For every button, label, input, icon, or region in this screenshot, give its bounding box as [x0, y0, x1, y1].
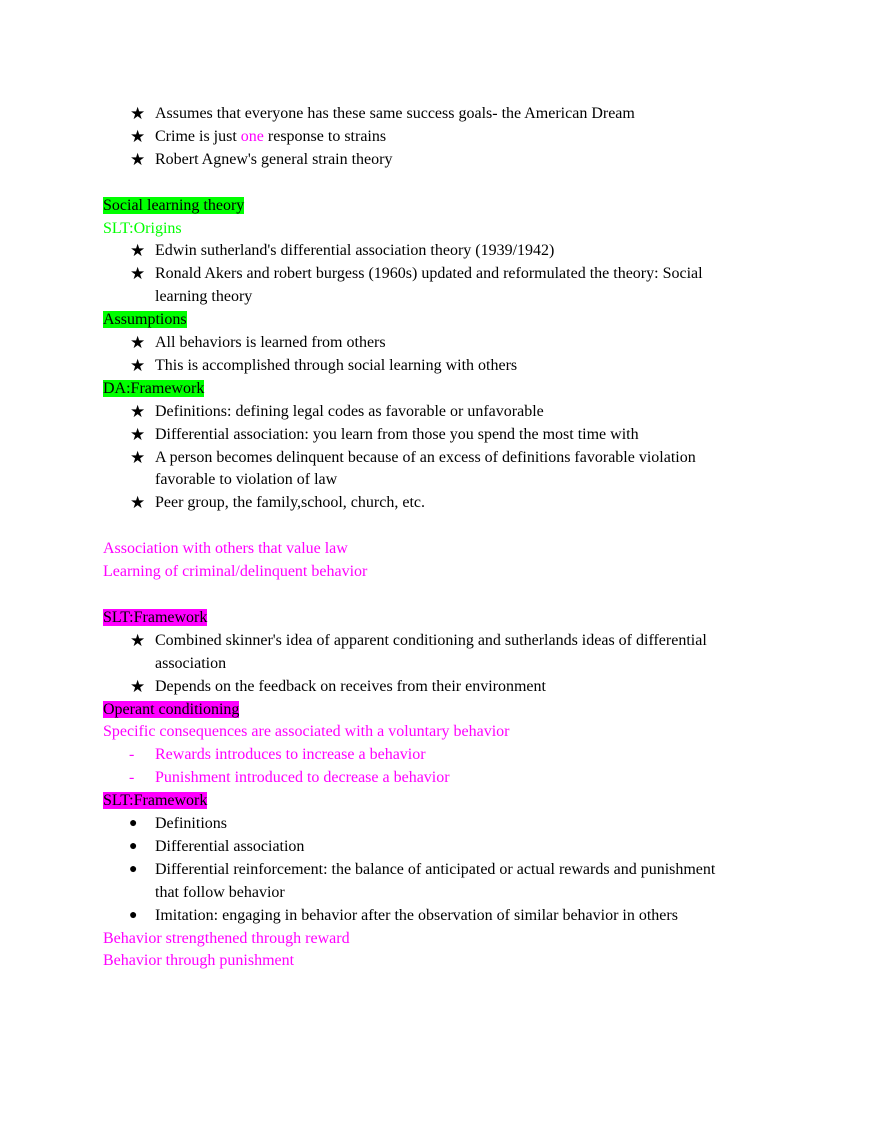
list-item: ★ This is accomplished through social learning with others	[103, 355, 783, 378]
star-bullet-icon: ★	[130, 104, 146, 123]
list-item-continuation: association	[155, 654, 227, 672]
section-heading-da-framework: DA:Framework	[103, 379, 205, 397]
list-item-continuation: learning theory	[155, 288, 253, 306]
dot-bullet-icon: ●	[129, 907, 138, 923]
note-line: Behavior through punishment	[103, 952, 295, 970]
section-heading-assumptions: Assumptions	[103, 311, 187, 329]
list-item-continuation: that follow behavior	[155, 883, 285, 901]
star-bullet-icon: ★	[130, 493, 146, 513]
section-heading-slt: Social learning theory	[103, 196, 245, 214]
dot-bullet-icon: ●	[129, 838, 138, 854]
section-heading-operant-conditioning: Operant conditioning	[103, 700, 240, 718]
star-bullet-icon: ★	[130, 333, 146, 353]
section-heading-slt-framework: SLT:Framework	[103, 792, 208, 810]
list-item: ★ Robert Agnew's general strain theory	[103, 149, 783, 172]
list-item: ★ Assumes that everyone has these same success goals- the American Dream	[103, 103, 783, 126]
star-bullet-icon: ★	[130, 264, 146, 284]
spacer	[103, 515, 783, 538]
star-bullet-icon: ★	[130, 241, 146, 261]
emphasis-word: one	[240, 127, 264, 145]
star-bullet-icon: ★	[130, 126, 146, 146]
note-line: Association with others that value law	[103, 540, 348, 558]
list-item: ★ Edwin sutherland's differential association theory (1939/1942)	[103, 240, 783, 263]
star-bullet-icon: ★	[130, 149, 146, 169]
dot-bullet-icon: ●	[129, 816, 138, 832]
dash-bullet-icon: -	[129, 746, 135, 764]
list-item: ● Differential association	[103, 836, 783, 859]
star-bullet-icon: ★	[130, 424, 146, 444]
list-item: ★ All behaviors is learned from others	[103, 332, 783, 355]
spacer	[103, 584, 783, 607]
dash-bullet-icon: -	[129, 769, 135, 787]
subheading-slt-origins: SLT:Origins	[103, 219, 182, 237]
list-item: ● Imitation: engaging in behavior after the observation of similar behavior in others	[103, 905, 783, 928]
document-body	[103, 103, 783, 973]
list-item: ★ Differential association: you learn from those you spend the most time with	[103, 424, 783, 447]
list-item: ★ Combined skinner's idea of apparent conditioning and sutherlands ideas of differential	[103, 630, 783, 653]
list-item: ● Differential reinforcement: the balance of anticipated or actual rewards and punishment	[103, 859, 783, 882]
note-line: Learning of criminal/delinquent behavior	[103, 563, 368, 581]
list-item: ★ Ronald Akers and robert burgess (1960s) updated and reformulated the theory: Social	[103, 263, 783, 286]
list-item-continuation: favorable to violation of law	[155, 471, 338, 489]
star-bullet-icon: ★	[130, 676, 146, 696]
list-item: - Rewards introduces to increase a behavior	[103, 744, 783, 767]
list-item: ★ Crime is just one response to strains	[103, 126, 783, 149]
star-bullet-icon: ★	[130, 447, 146, 467]
note-line: Behavior strengthened through reward	[103, 929, 350, 947]
list-item: ● Definitions	[103, 813, 783, 836]
operant-subtitle: Specific consequences are associated with a voluntary behavior	[103, 723, 510, 741]
star-bullet-icon: ★	[130, 630, 146, 650]
star-bullet-icon: ★	[130, 401, 146, 421]
star-bullet-icon: ★	[130, 355, 146, 375]
list-item: - Punishment introduced to decrease a behavior	[103, 767, 783, 790]
list-item: ★ Peer group, the family,school, church, etc.	[103, 492, 783, 515]
spacer	[103, 172, 783, 195]
dot-bullet-icon: ●	[129, 861, 138, 877]
list-item: ★ A person becomes delinquent because of an excess of definitions favorable violation	[103, 447, 783, 470]
list-item: ★ Definitions: defining legal codes as favorable or unfavorable	[103, 401, 783, 424]
section-heading-slt-framework: SLT:Framework	[103, 608, 208, 626]
list-item: ★ Depends on the feedback on receives from their environment	[103, 676, 783, 699]
